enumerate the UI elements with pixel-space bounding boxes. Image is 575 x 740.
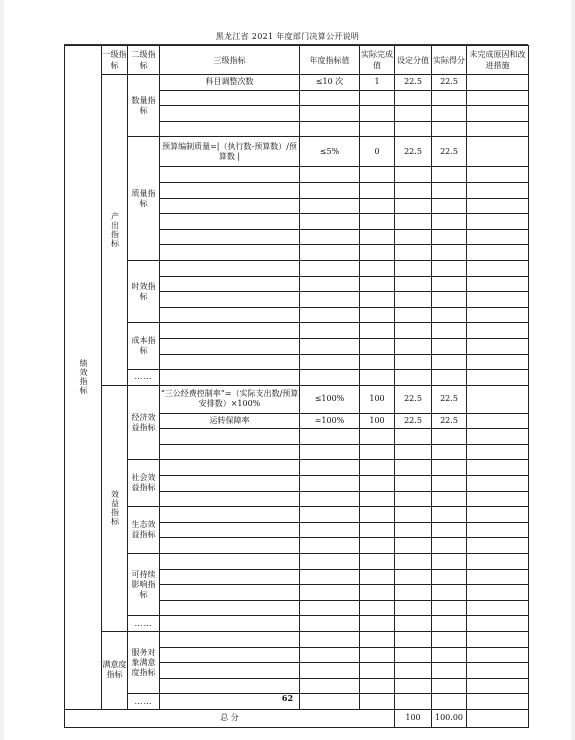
row1-actual: 1: [360, 75, 395, 91]
row3-actual: 100: [360, 385, 395, 413]
row4-set: 22.5: [395, 413, 432, 429]
total-set: 100: [395, 709, 432, 727]
sub-quantity: 数量指标: [128, 75, 160, 137]
row3-score: 22.5: [432, 385, 467, 413]
row2-target: ≤5%: [300, 137, 360, 167]
sub-economic: 经济效益指标: [128, 385, 160, 460]
row1-reason: [467, 75, 529, 91]
row2-reason: [467, 137, 529, 167]
sub-service: 服务对象满意度指标: [128, 632, 160, 694]
col-header-level3: 三级指标: [160, 46, 300, 75]
row4-name: 运转保障率: [160, 413, 300, 429]
sub-sustainable: 可持续影响指标: [128, 554, 160, 616]
row4-actual: 100: [360, 413, 395, 429]
row4-target: =100%: [300, 413, 360, 429]
row1-target: ≤10 次: [300, 75, 360, 91]
row3-target: ≤100%: [300, 385, 360, 413]
group-benefit: 效益指标: [102, 385, 128, 631]
page-header: 黑龙江省 2021 年度部门决算公开说明: [215, 32, 360, 41]
sub-ecological: 生态效益指标: [128, 507, 160, 554]
document-page: [4, 0, 571, 740]
outer-label: 绩效指标: [65, 46, 102, 710]
sub-satisfaction-ellipsis: ……: [128, 694, 160, 710]
col-header-actual: 实际完成值: [360, 46, 395, 75]
page-number: 62: [281, 693, 294, 703]
col-header-set-score: 设定分值: [395, 46, 432, 75]
row1-set: 22.5: [395, 75, 432, 91]
row3-set: 22.5: [395, 385, 432, 413]
sub-timeliness: 时效指标: [128, 260, 160, 322]
row2-set: 22.5: [395, 137, 432, 167]
row1-score: 22.5: [432, 75, 467, 91]
total-score: 100.00: [432, 709, 467, 727]
col-header-real-score: 实际得分: [432, 46, 467, 75]
sub-benefit-ellipsis: ……: [128, 616, 160, 632]
group-output: 产出指标: [102, 75, 128, 386]
row4-reason: [467, 413, 529, 429]
row2-actual: 0: [360, 137, 395, 167]
col-header-reason: 未完成原因和改进措施: [467, 46, 529, 75]
sub-cost: 成本指标: [128, 323, 160, 370]
sub-quality: 质量指标: [128, 137, 160, 261]
row1-name: 科目调整次数: [160, 75, 300, 91]
col-header-level1: 一级指标: [102, 46, 128, 75]
header-row: [65, 46, 529, 75]
total-label: 总 分: [65, 709, 395, 727]
performance-table: [64, 45, 529, 728]
row3-reason: [467, 385, 529, 413]
row2-score: 22.5: [432, 137, 467, 167]
row4-score: 22.5: [432, 413, 467, 429]
total-reason: [467, 709, 529, 727]
row2-name: 预算编制质量=|（执行数-预算数）/预算数 |: [160, 137, 300, 167]
total-row: [65, 709, 529, 727]
group-satisfaction: 满意度指标: [102, 632, 128, 710]
sub-output-ellipsis: ……: [128, 370, 160, 386]
sub-social: 社会效益指标: [128, 460, 160, 507]
row3-name: “三公经费控制率”=（实际支出数/预算安排数）×100%: [160, 385, 300, 413]
col-header-level2: 二级指标: [128, 46, 160, 75]
col-header-target: 年度指标值: [300, 46, 360, 75]
